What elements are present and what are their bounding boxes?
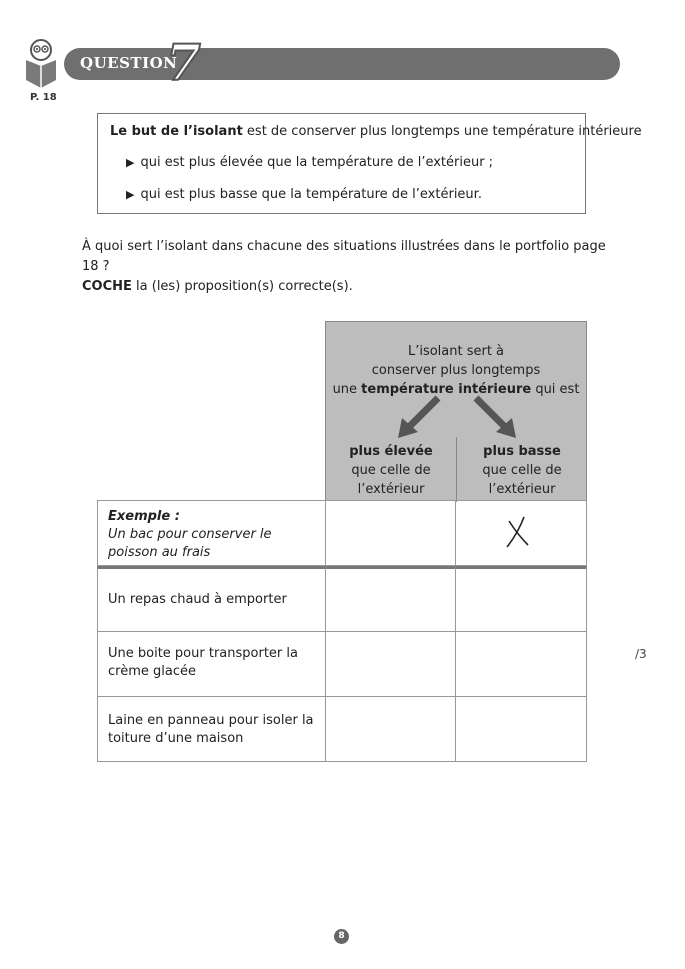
column-subtitle: l’extérieur bbox=[357, 482, 425, 497]
instruction-line bbox=[82, 277, 612, 297]
column-header-higher bbox=[326, 442, 456, 499]
triangle-bullet-icon: ▶ bbox=[126, 188, 135, 201]
bullet-text: qui est plus élevée que la température de l’extérieur ; bbox=[140, 155, 494, 170]
definition-bullet bbox=[126, 155, 493, 170]
definition-box bbox=[97, 113, 642, 214]
example-title: Exemple : bbox=[108, 509, 180, 524]
question-label: QUESTION bbox=[80, 54, 178, 72]
situation-cell bbox=[97, 631, 326, 697]
header-line: conserver plus longtemps bbox=[371, 363, 541, 378]
page-reference: P. 18 bbox=[30, 92, 57, 103]
example-text: Un bac pour conserver le poisson au frais bbox=[108, 527, 272, 560]
table-row bbox=[97, 631, 587, 697]
checkbox-lower[interactable] bbox=[455, 696, 587, 762]
checkbox-lower[interactable] bbox=[455, 631, 587, 697]
column-header-lower bbox=[457, 442, 587, 499]
question-number: 7 bbox=[166, 33, 201, 92]
checkbox-higher[interactable] bbox=[325, 500, 456, 566]
table-row bbox=[97, 696, 587, 762]
checkbox-lower[interactable] bbox=[455, 566, 587, 632]
question-line: À quoi sert l’isolant dans chacune des situations illustrées dans le portfolio page 18 ? bbox=[82, 239, 606, 274]
question-text bbox=[82, 237, 612, 297]
table-header bbox=[325, 321, 587, 501]
header-text: qui est bbox=[531, 382, 580, 397]
instruction-bold: COCHE bbox=[82, 279, 132, 294]
header-text: une bbox=[332, 382, 362, 397]
cross-mark-icon bbox=[504, 515, 530, 549]
situation-text: Un repas chaud à emporter bbox=[108, 592, 287, 607]
bullet-text: qui est plus basse que la température de l’extérieur. bbox=[140, 187, 482, 202]
reading-mascot-icon bbox=[24, 38, 58, 90]
checkbox-higher[interactable] bbox=[325, 566, 456, 632]
column-subtitle: que celle de bbox=[482, 463, 562, 478]
definition-text bbox=[110, 124, 642, 139]
table-row-example bbox=[97, 500, 587, 566]
definition-rest: est de conserver plus longtemps une température intérieure bbox=[242, 124, 642, 139]
answer-table bbox=[97, 321, 587, 762]
header-bold: température intérieure bbox=[361, 382, 532, 397]
checkbox-higher[interactable] bbox=[325, 631, 456, 697]
split-arrows-icon bbox=[326, 392, 588, 442]
instruction-rest: la (les) proposition(s) correcte(s). bbox=[131, 279, 353, 294]
column-subtitle: que celle de bbox=[351, 463, 431, 478]
column-title: plus basse bbox=[483, 444, 561, 459]
triangle-bullet-icon: ▶ bbox=[126, 156, 135, 169]
score-indicator: /3 bbox=[635, 647, 647, 661]
page-number: 8 bbox=[334, 929, 349, 944]
definition-bold: Le but de l’isolant bbox=[110, 124, 243, 139]
column-subtitle: l’extérieur bbox=[488, 482, 556, 497]
definition-bullet bbox=[126, 187, 482, 202]
situation-cell bbox=[97, 566, 326, 632]
situation-cell bbox=[97, 696, 326, 762]
situation-text: Laine en panneau pour isoler la toiture d’une maison bbox=[108, 713, 314, 746]
checkbox-higher[interactable] bbox=[325, 696, 456, 762]
checkbox-lower[interactable] bbox=[455, 500, 587, 566]
column-title: plus élevée bbox=[349, 444, 433, 459]
table-row bbox=[97, 566, 587, 632]
situation-text: Une boite pour transporter la crème glacée bbox=[108, 646, 298, 679]
situation-cell bbox=[97, 500, 326, 566]
header-line: L’isolant sert à bbox=[407, 344, 505, 359]
